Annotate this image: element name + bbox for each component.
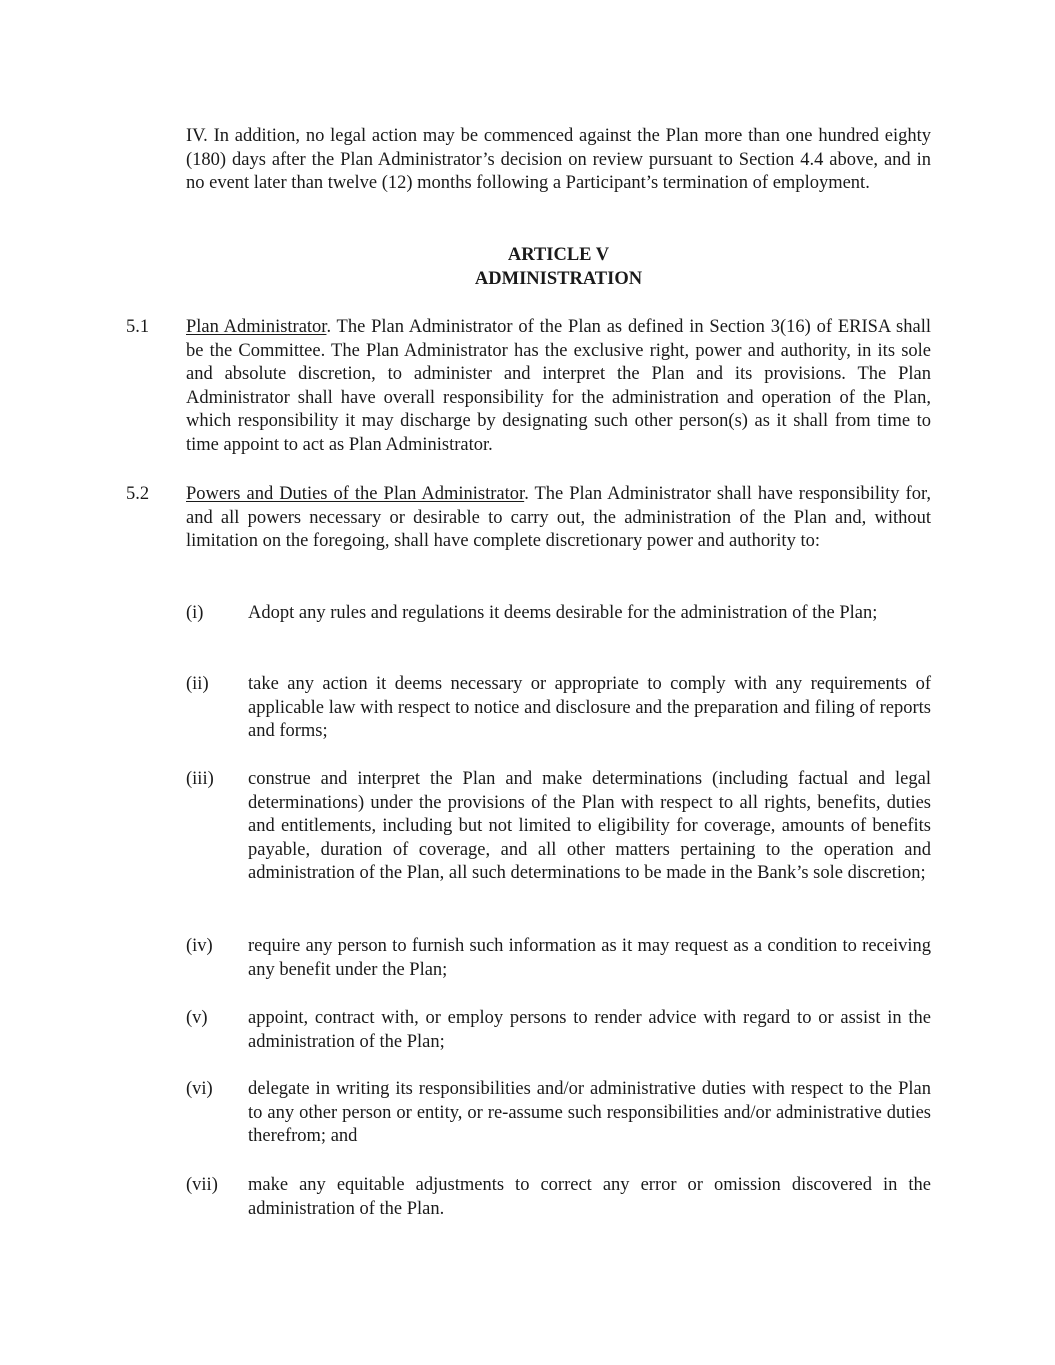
section-title: Powers and Duties of the Plan Administrator <box>186 484 525 504</box>
item-label: (iv) <box>186 936 213 956</box>
section-text: . The Plan Administrator shall have responsibility for, and all powers necessary or desirable to carry out, the administration of the Plan and, without limitation on the foregoing, shall have complete discretionary power and authority to: <box>186 484 931 552</box>
item-label: (iii) <box>186 769 214 789</box>
list-item-v <box>186 1007 931 1054</box>
section-5-2 <box>126 483 931 554</box>
section-text: . The Plan Administrator of the Plan as defined in Section 3(16) of ERISA shall be the Committee. The Plan Administrator has the exclusive right, power and authority, in its sole and absolute discretion, to administer and interpret the Plan and its provisions. The Plan Administrator shall have overall responsibility for the administration and operation of the Plan, which responsibility it may discharge by designating such other person(s) as it shall from time to time appoint to act as Plan Administrator. <box>186 317 931 455</box>
section-5-1 <box>126 316 931 458</box>
list-item-iv <box>186 935 931 982</box>
item-label: (vii) <box>186 1175 218 1195</box>
item-text: require any person to furnish such information as it may request as a condition to receiving any benefit under the Plan; <box>248 936 931 980</box>
section-body <box>186 316 931 458</box>
item-label: (v) <box>186 1008 208 1028</box>
item-text: appoint, contract with, or employ persons to render advice with regard to or assist in the administration of the Plan; <box>248 1008 931 1052</box>
section-title: Plan Administrator <box>186 317 327 337</box>
intro-paragraph: IV. In addition, no legal action may be commenced against the Plan more than one hundred eighty (180) days after the Plan Administrator’s decision on review pursuant to Section 4.4 above, and in no event later than twelve (12) months following a Participant’s termination of employment. <box>186 126 931 194</box>
list-item-i <box>186 602 931 626</box>
article-title: ADMINISTRATION <box>474 268 643 289</box>
list-item-iii <box>186 768 931 886</box>
item-label: (vi) <box>186 1079 213 1099</box>
item-label: (i) <box>186 603 204 623</box>
item-text: make any equitable adjustments to correct any error or omission discovered in the administration of the Plan. <box>248 1175 931 1219</box>
list-item-vii <box>186 1174 931 1221</box>
section-number: 5.1 <box>126 317 150 337</box>
section-number: 5.2 <box>126 484 150 504</box>
article-number: ARTICLE V <box>507 245 610 265</box>
item-label: (ii) <box>186 674 209 694</box>
section-body <box>186 483 931 554</box>
list-item-ii <box>186 673 931 744</box>
item-text: delegate in writing its responsibilities and/or administrative duties with respect to the Plan to any other person or entity, or re-assume such responsibilities and/or administrative duties therefrom; and <box>248 1079 931 1147</box>
item-text: construe and interpret the Plan and make determinations (including factual and legal determinations) under the provisions of the Plan with respect to all rights, benefits, duties and entitlements, including but not limited to eligibility for coverage, amounts of benefits payable, duration of coverage, and all other matters pertaining to the operation and administration of the Plan, all such determinations to be made in the Bank’s sole discretion; <box>248 769 931 884</box>
list-item-vi <box>186 1078 931 1149</box>
article-heading <box>186 244 931 291</box>
item-text: Adopt any rules and regulations it deems desirable for the administration of the Plan; <box>248 603 878 623</box>
item-text: take any action it deems necessary or appropriate to comply with any requirements of applicable law with respect to notice and disclosure and the preparation and filing of reports and forms; <box>248 674 931 742</box>
